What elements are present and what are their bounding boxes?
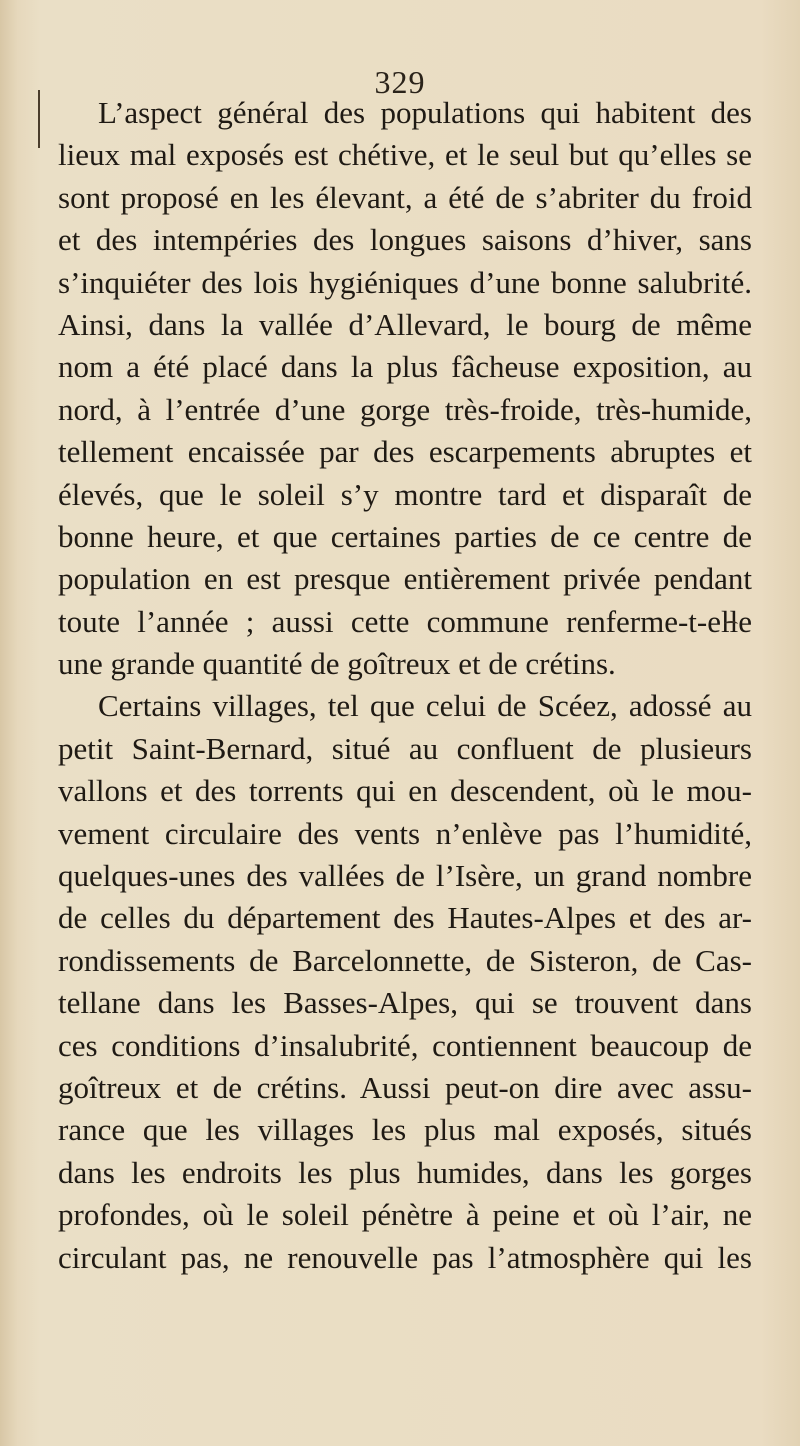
text-line: s’inquiéter des lois hygiéniques d’une bonne salubrité. [58,264,752,300]
text-line: lieux mal exposés est chétive, et le seul but qu’elles se [58,137,752,173]
text-line: une grande quantité de goîtreux et de crétins. [58,646,616,682]
body-text [58,92,752,1279]
text-line: L’aspect général des populations qui habitent des [98,95,752,130]
text-line: tellement encaissée par des escarpements abruptes et [58,434,752,470]
text-line: rondissements de Barcelonnette, de Sisteron, de Cas- [58,942,752,978]
text-line: et des intempéries des longues saisons d’hiver, sans [58,222,752,258]
text-line: bonne heure, et que certaines parties de ce centre de [58,518,752,554]
text-line: nord, à l’entrée d’une gorge très-froide, très-humide, [58,391,752,427]
text-line: tellane dans les Basses-Alpes, qui se trouvent dans [58,985,752,1021]
text-line: rance que les villages les plus mal exposés, situés [58,1112,752,1148]
text-line: sont proposé en les élevant, a été de s’abriter du froid [58,179,752,215]
text-line: quelques-unes des vallées de l’Isère, un grand nombre [58,858,752,894]
text-line: goîtreux et de crétins. Aussi peut-on dire avec assu- [58,1069,752,1105]
text-line: ces conditions d’insalubrité, contiennent beaucoup de [58,1027,752,1063]
printer-mark [724,621,738,627]
text-line: vallons et des torrents qui en descendent, où le mou- [58,773,752,809]
page-number: 329 [374,64,426,100]
text-line: vement circulaire des vents n’enlève pas l’humidité, [58,815,752,851]
text-line: petit Saint-Bernard, situé au confluent de plusieurs [58,730,752,766]
text-line: Ainsi, dans la vallée d’Allevard, le bourg de même [58,306,752,342]
text-line: élevés, que le soleil s’y montre tard et disparaît de [58,476,752,512]
text-line: toute l’année ; aussi cette commune renferme-t-elle [58,603,752,639]
text-line: Certains villages, tel que celui de Scéez, adossé au [98,688,752,724]
text-line: nom a été placé dans la plus fâcheuse exposition, au [58,349,752,385]
text-line: circulant pas, ne renouvelle pas l’atmosphère qui les [58,1239,752,1275]
text-line: profondes, où le soleil pénètre à peine et où l’air, ne [58,1197,752,1233]
text-line: dans les endroits les plus humides, dans les gorges [58,1154,752,1190]
text-line: de celles du département des Hautes-Alpes et des ar- [58,900,752,936]
text-line: population en est presque entièrement privée pendant [58,561,752,597]
